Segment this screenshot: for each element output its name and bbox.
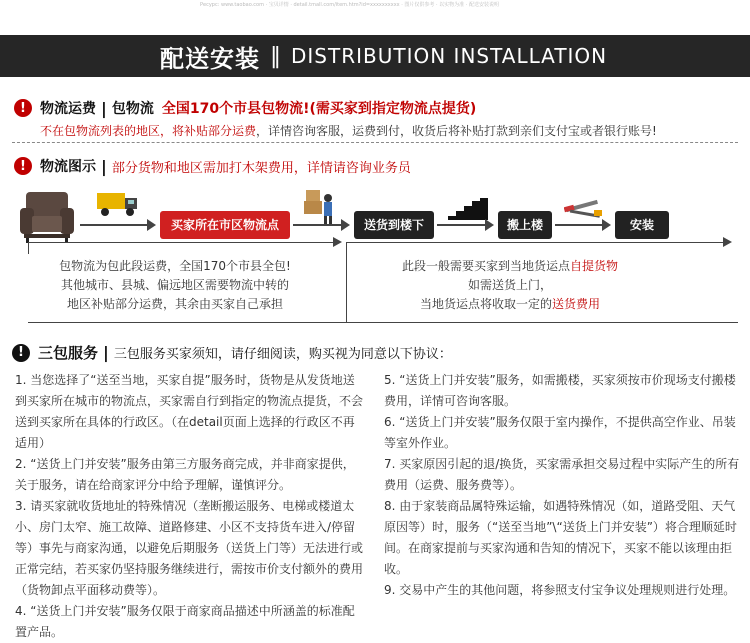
banner-title-en: DISTRIBUTION INSTALLATION xyxy=(291,44,608,68)
sofa-icon xyxy=(18,186,76,244)
section-title: 物流运费 xyxy=(40,101,96,117)
section-subtitle: 包物流 xyxy=(111,101,154,117)
list-item: 7. 买家原因引起的退/换货，买家需承担交易过程中实际产生的所有费用（运费、服务费等）。 xyxy=(384,457,740,492)
list-item: 5. “送货上门并安装”服务，如需搬楼，买家须按市价现场支付搬楼费用，详情可咨询客服。 xyxy=(384,373,736,408)
list-item: 1. 当您选择了“送至当地，买家自提”服务时，货物是从发货地送到买家所在城市的物流点，买家需自行到指定的物流点提货，不会送到买家所在具体的行政区。（在detail页面上选择的行政区不再适用） xyxy=(15,373,364,450)
bracket-line xyxy=(28,242,29,254)
bracket-line xyxy=(346,242,347,322)
list-item: 8. 由于家装商品属特殊运输，如遇特殊情况（如，道路受阻、天气原因等）时，服务（“送至当地”\“送货上门并安装”）将合理顺延时间。在商家提前与买家沟通和告知的情况下，买家不能以该理由拒收。 xyxy=(384,499,737,576)
free-shipping-highlight: 全国170个市县包物流!(需买家到指定物流点提货) xyxy=(161,101,477,117)
diagram-note: 部分货物和地区需加打木架费用，详情请咨询业务员 xyxy=(111,160,411,176)
right-flow-text: 此段一般需要买家到当地货运点自提货物 如需送货上门， 当地货运点将收取一定的送货费用 xyxy=(401,259,619,311)
shipping-subsidy-note xyxy=(40,122,657,139)
flow-arrow xyxy=(555,224,609,226)
list-item: 6. “送货上门并安装”服务仅限于室内操作，不提供高空作业、吊装等室外作业。 xyxy=(384,415,736,450)
divider xyxy=(12,142,738,143)
warranty-list-right xyxy=(384,370,740,601)
flow-arrow xyxy=(437,224,492,226)
delivery-worker-icon xyxy=(304,190,336,228)
bracket-line xyxy=(28,242,340,243)
banner-separator: ‖ xyxy=(270,43,281,69)
title-separator: | xyxy=(103,343,109,362)
flow-arrow xyxy=(293,224,348,226)
logistics-fee-header xyxy=(14,98,476,118)
list-item: 4. “送货上门并安装”服务仅限于商家商品描述中所涵盖的标准配置产品。 xyxy=(15,604,355,639)
flow-arrow xyxy=(80,224,154,226)
logistics-diagram-header xyxy=(14,156,411,176)
warning-icon: ! xyxy=(12,344,30,362)
flow-step-deliver-downstairs: 送货到楼下 xyxy=(354,211,434,239)
stairs-icon xyxy=(448,198,488,220)
tools-icon xyxy=(564,198,604,222)
list-item: 9. 交易中产生的其他问题，将参照支付宝争议处理规则进行处理。 xyxy=(384,583,736,597)
bracket-line xyxy=(28,322,738,323)
title-separator: | xyxy=(101,156,107,176)
list-item: 2. “送货上门并安装”服务由第三方服务商完成，并非商家提供，关于服务，请在给商家评分中给予理解，谨慎评分。 xyxy=(15,457,355,492)
warning-icon: ! xyxy=(14,99,32,117)
section-title: 三包服务 xyxy=(38,344,99,362)
title-separator: | xyxy=(101,98,107,118)
subsidy-note-black: ，详情咨询客服，运费到付，收货后将补贴打款到亲们支付宝或者银行账号! xyxy=(256,124,657,138)
section-title: 物流图示 xyxy=(40,159,96,175)
truck-icon xyxy=(96,190,140,218)
banner-title-cn: 配送安装 xyxy=(160,44,260,73)
left-flow-text: 包物流为包此段运费，全国170个市县全包! 其他城市、县城、偏远地区需要物流中转的 地区补贴部分运费，其余由买家自己承担 xyxy=(59,259,291,311)
flow-step-local-point: 买家所在市区物流点 xyxy=(160,211,290,239)
warranty-header xyxy=(12,342,452,363)
warning-icon: ! xyxy=(14,157,32,175)
warranty-list-left xyxy=(15,370,365,643)
list-item: 3. 请买家就收货地址的特殊情况（垄断搬运服务、电梯或楼道太小、房门太窄、施工故障、道路修建、小区不支持货车进入/停留等）事先与商家沟通，以避免后期服务（送货上门等）无法进行或正常完结，若买家仍坚持服务继续进行，需按市价支付额外的费用（货物卸点平面移动费等）。 xyxy=(15,499,364,597)
bracket-line xyxy=(346,242,730,243)
warranty-subtitle: 三包服务买家须知，请仔细阅读，购买视为同意以下协议： xyxy=(113,347,452,362)
subsidy-note-red: 不在包物流列表的地区，将补贴部分运费 xyxy=(40,124,257,138)
flow-step-install: 安装 xyxy=(615,211,669,239)
section-banner xyxy=(0,35,750,77)
watermark-text: Ресурс: www.taobao.com · 宝贝详情 · detail.tmall.com/item.htm?id=xxxxxxxxxx · 图片仅供参考 · 以实物为准 · 配送安装说明 xyxy=(200,2,499,8)
flow-step-carry-upstairs: 搬上楼 xyxy=(498,211,552,239)
